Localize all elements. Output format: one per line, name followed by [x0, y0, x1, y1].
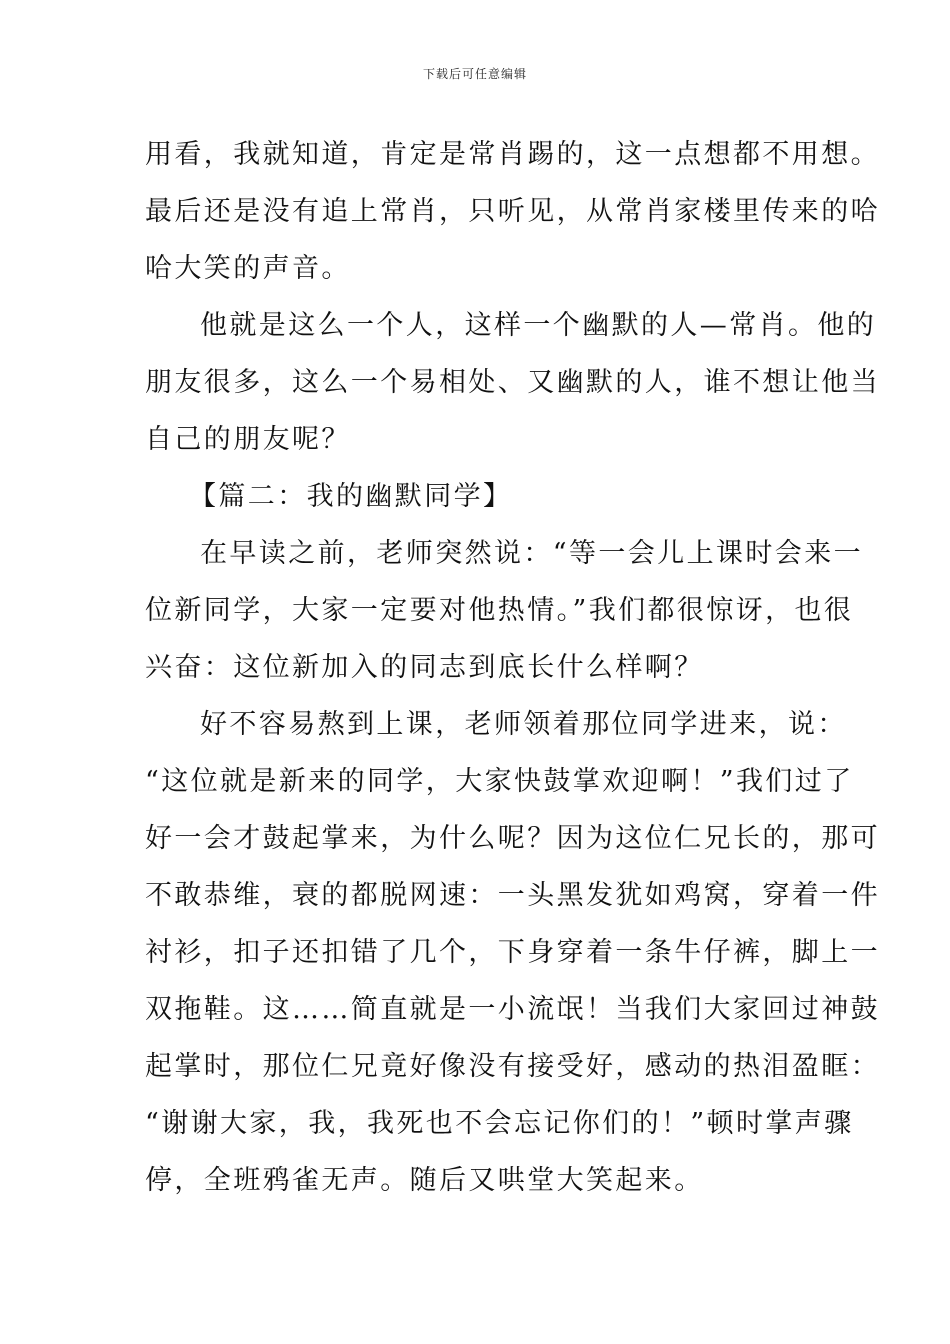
text-line: 兴奋：这位新加入的同志到底长什么样啊？	[145, 652, 704, 683]
text-line: 最后还是没有追上常肖，只听见，从常肖家楼里传来的哈	[145, 196, 880, 227]
text-line: 衬衫，扣子还扣错了几个，下身穿着一条牛仔裤，脚上一	[145, 937, 880, 968]
text-line: 位新同学，大家一定要对他热情。”我们都很惊讶，也很	[145, 595, 854, 626]
text-line: 起掌时，那位仁兄竟好像没有接受好，感动的热泪盈眶：	[145, 1051, 880, 1082]
text-line: 用看，我就知道，肯定是常肖踢的，这一点想都不用想。	[145, 139, 880, 170]
text-line: 不敢恭维，衰的都脱网速：一头黑发犹如鸡窝，穿着一件	[145, 880, 880, 911]
paragraph-2	[145, 297, 880, 468]
text-line: “这位就是新来的同学，大家快鼓掌欢迎啊！”我们过了	[145, 766, 854, 797]
text-line: 他就是这么一个人，这样一个幽默的人—常肖。他的	[200, 310, 877, 341]
text-line: 朋友很多，这么一个易相处、又幽默的人，谁不想让他当	[145, 367, 880, 398]
text-line: 好不容易熬到上课，老师领着那位同学进来，说：	[200, 709, 847, 740]
paragraph-3	[145, 525, 864, 696]
text-line: 双拖鞋。这……简直就是一小流氓！当我们大家回过神鼓	[145, 994, 880, 1025]
page-header: 下载后可任意编辑	[422, 67, 527, 81]
text-line: 停，全班鸦雀无声。随后又哄堂大笑起来。	[145, 1165, 704, 1196]
paragraph-4	[145, 696, 880, 1209]
document-body	[145, 126, 880, 1209]
text-line: 哈大笑的声音。	[145, 253, 351, 284]
section-title: 【篇二：我的幽默同学】	[189, 481, 513, 512]
text-line: 好一会才鼓起掌来，为什么呢？因为这位仁兄长的，那可	[145, 823, 880, 854]
section-heading	[145, 468, 811, 525]
paragraph-1	[145, 126, 880, 297]
text-line: 在早读之前，老师突然说：“等一会儿上课时会来一	[200, 538, 864, 569]
text-line: 自己的朋友呢？	[145, 424, 351, 455]
text-line: “谢谢大家，我，我死也不会忘记你们的！”顿时掌声骤	[145, 1108, 854, 1139]
